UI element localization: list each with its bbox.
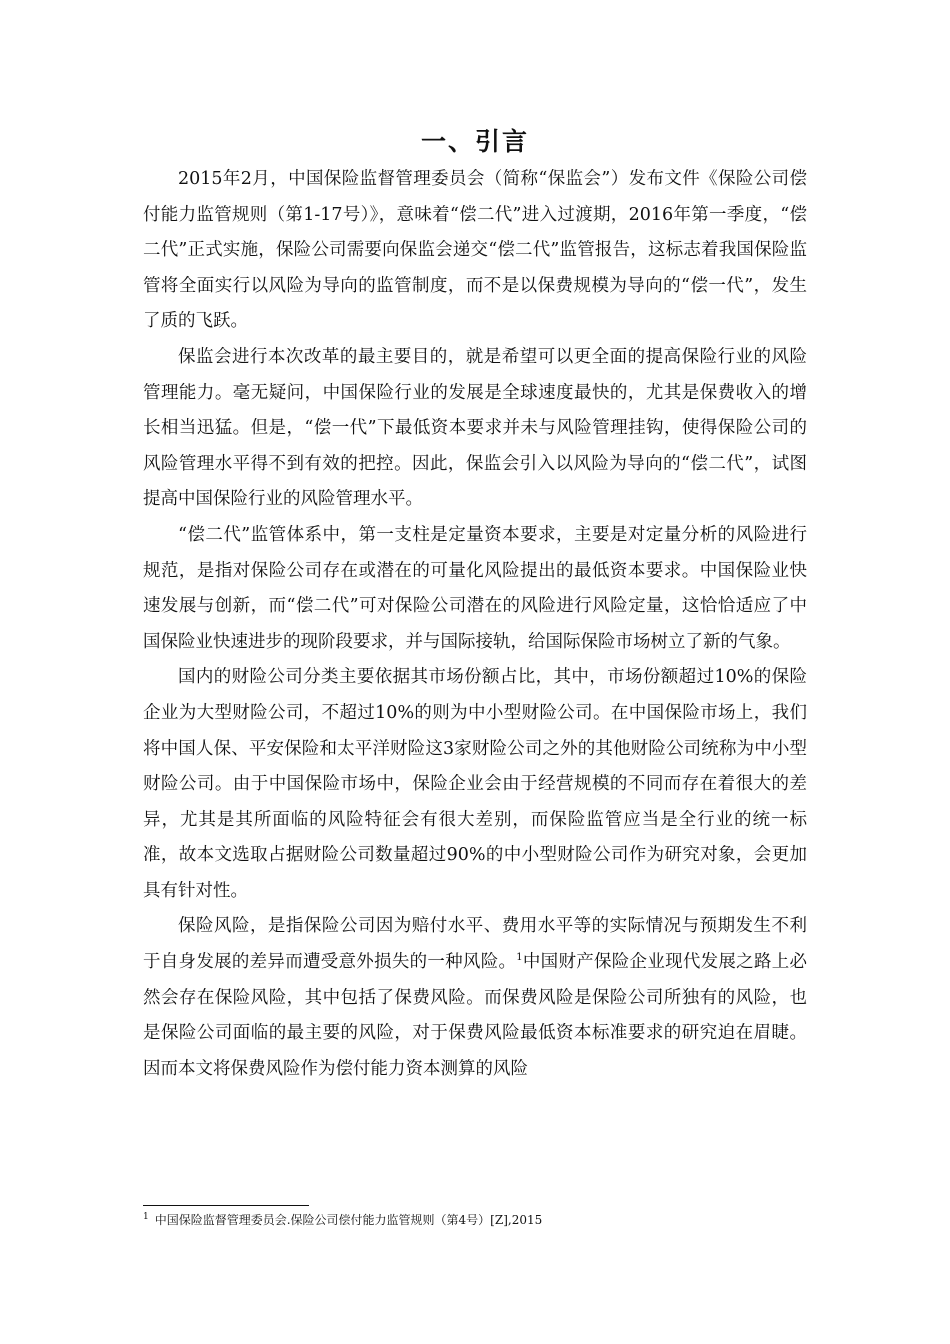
paragraph-2: 保监会进行本次改革的最主要目的，就是希望可以更全面的提高保险行业的风险管理能力。毫无疑问，中国保险行业的发展是全球速度最快的，尤其是保费收入的增长相当迅猛。但是，“偿一代”下最低资本要求并未与风险管理挂钩，使得保险公司的风险管理水平得不到有效的把控。因此，保监会引入以风险为导向的“偿二代”，试图提高中国保险行业的风险管理水平。: [143, 346, 807, 510]
footnote: [143, 1212, 843, 1228]
footnote-number: 1: [143, 1212, 149, 1222]
paragraph-3: “偿二代”监管体系中，第一支柱是定量资本要求，主要是对定量分析的风险进行规范，是指对保险公司存在或潜在的可量化风险提出的最低资本要求。中国保险业快速发展与创新，而“偿二代”可对保险公司潜在的风险进行风险定量，这恰恰适应了中国保险业快速进步的现阶段要求，并与国际接轨，给国际保险市场树立了新的气象。: [143, 524, 807, 652]
section-heading: 一、引言: [420, 127, 529, 156]
paragraph-1: 2015年2月，中国保险监督管理委员会（简称“保监会”）发布文件《保险公司偿付能力监管规则（第1-17号）》，意味着“偿二代”进入过渡期，2016年第一季度，“偿二代”正式实施，保险公司需要向保监会递交“偿二代”监管报告，这标志着我国保险监管将全面实行以风险为导向的监管制度，而不是以保费规模为导向的“偿一代”，发生了质的飞跃。: [143, 169, 807, 332]
footnote-reference[interactable]: 1: [516, 952, 523, 964]
paragraph-5-part-1: 保险风险，是指保险公司因为赔付水平、费用水平等的实际情况与预期发生不利于自身发展的差异而遭受意外损失的一种风险。: [143, 916, 807, 973]
paragraph-5-part-2: 中国财产保险企业现代发展之路上必然会存在保险风险，其中包括了保费风险。而保费风险是保险公司所独有的风险，也是保险公司面临的最主要的风险，对于保费风险最低资本标准要求的研究迫在眉睫。因而本文将保费风险作为偿付能力资本测算的风险: [143, 952, 808, 1079]
footnote-text: 中国保险监督管理委员会.保险公司偿付能力监管规则（第4号）[Z],2015: [154, 1213, 543, 1227]
footnote-divider: [143, 1205, 309, 1206]
paragraph-5: [143, 909, 807, 1087]
paragraph-4: 国内的财险公司分类主要依据其市场份额占比，其中，市场份额超过10%的保险企业为大型财险公司，不超过10%的则为中小型财险公司。在中国保险市场上，我们将中国人保、平安保险和太平洋财险这3家财险公司之外的其他财险公司统称为中小型财险公司。由于中国保险市场中，保险企业会由于经营规模的不同而存在着很大的差异，尤其是其所面临的风险特征会有很大差别，而保险监管应当是全行业的统一标准，故本文选取占据财险公司数量超过90%的中小型财险公司作为研究对象，会更加具有针对性。: [143, 667, 807, 901]
body-text: [143, 162, 807, 1087]
